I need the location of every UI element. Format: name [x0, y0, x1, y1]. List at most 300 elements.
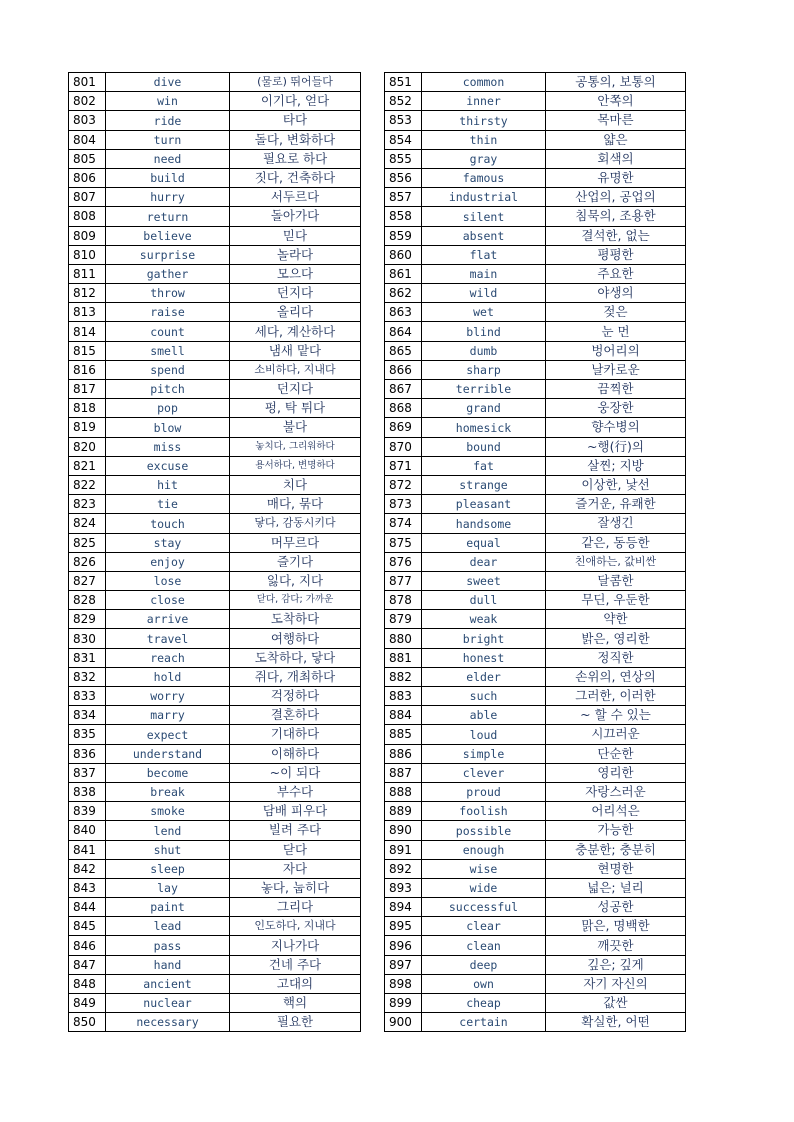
- korean-meaning: 핵의: [230, 994, 361, 1013]
- korean-meaning: 유명한: [546, 168, 686, 187]
- korean-meaning: 확실한, 어떤: [546, 1013, 686, 1032]
- word-number: 853: [385, 111, 422, 130]
- word-number: 826: [69, 552, 106, 571]
- vocab-row: [69, 782, 361, 801]
- english-word: dull: [422, 591, 546, 610]
- english-word: silent: [422, 207, 546, 226]
- word-number: 841: [69, 840, 106, 859]
- word-number: 832: [69, 667, 106, 686]
- korean-meaning: 잘생긴: [546, 514, 686, 533]
- korean-meaning: 젖은: [546, 303, 686, 322]
- english-word: sleep: [106, 859, 230, 878]
- korean-meaning: 닫다: [230, 840, 361, 859]
- korean-meaning: 결석한, 없는: [546, 226, 686, 245]
- word-number: 809: [69, 226, 106, 245]
- vocab-row: [69, 456, 361, 475]
- word-number: 808: [69, 207, 106, 226]
- korean-meaning: 이기다, 얻다: [230, 92, 361, 111]
- word-number: 855: [385, 149, 422, 168]
- word-number: 898: [385, 974, 422, 993]
- korean-meaning: 믿다: [230, 226, 361, 245]
- word-number: 854: [385, 130, 422, 149]
- word-number: 858: [385, 207, 422, 226]
- vocab-row: [69, 303, 361, 322]
- korean-meaning: 달콤한: [546, 571, 686, 590]
- vocab-row: [69, 802, 361, 821]
- word-number: 815: [69, 341, 106, 360]
- korean-meaning: 침묵의, 조용한: [546, 207, 686, 226]
- vocab-row: [69, 360, 361, 379]
- word-number: 864: [385, 322, 422, 341]
- word-number: 811: [69, 264, 106, 283]
- korean-meaning: 이해하다: [230, 744, 361, 763]
- vocab-row: [69, 399, 361, 418]
- english-word: sharp: [422, 360, 546, 379]
- word-number: 863: [385, 303, 422, 322]
- english-word: necessary: [106, 1013, 230, 1032]
- word-number: 873: [385, 495, 422, 514]
- word-number: 885: [385, 725, 422, 744]
- vocab-row: [385, 418, 686, 437]
- english-word: win: [106, 92, 230, 111]
- word-number: 821: [69, 456, 106, 475]
- vocab-row: [69, 706, 361, 725]
- vocab-row: [385, 437, 686, 456]
- english-word: miss: [106, 437, 230, 456]
- vocab-row: [69, 878, 361, 897]
- word-number: 882: [385, 667, 422, 686]
- english-word: handsome: [422, 514, 546, 533]
- english-word: marry: [106, 706, 230, 725]
- word-number: 831: [69, 648, 106, 667]
- korean-meaning: 맑은, 명백한: [546, 917, 686, 936]
- word-number: 843: [69, 878, 106, 897]
- vocab-row: [69, 130, 361, 149]
- vocab-row: [69, 667, 361, 686]
- korean-meaning: 같은, 동등한: [546, 533, 686, 552]
- english-word: lead: [106, 917, 230, 936]
- english-word: become: [106, 763, 230, 782]
- english-word: hold: [106, 667, 230, 686]
- korean-meaning: 손위의, 연상의: [546, 667, 686, 686]
- word-number: 866: [385, 360, 422, 379]
- vocab-row: [69, 226, 361, 245]
- english-word: believe: [106, 226, 230, 245]
- english-word: need: [106, 149, 230, 168]
- word-number: 812: [69, 284, 106, 303]
- english-word: dumb: [422, 341, 546, 360]
- english-word: flat: [422, 245, 546, 264]
- english-word: absent: [422, 226, 546, 245]
- vocab-row: [385, 456, 686, 475]
- korean-meaning: 지나가다: [230, 936, 361, 955]
- vocab-row: [385, 226, 686, 245]
- vocab-row: [69, 917, 361, 936]
- word-number: 816: [69, 360, 106, 379]
- vocab-row: [385, 92, 686, 111]
- korean-meaning: 던지다: [230, 284, 361, 303]
- korean-meaning: 돌다, 변화하다: [230, 130, 361, 149]
- vocab-table-body: [385, 73, 686, 1032]
- english-word: wide: [422, 878, 546, 897]
- english-word: thin: [422, 130, 546, 149]
- word-number: 846: [69, 936, 106, 955]
- word-number: 891: [385, 840, 422, 859]
- english-word: worry: [106, 687, 230, 706]
- word-number: 876: [385, 552, 422, 571]
- vocab-row: [385, 303, 686, 322]
- english-word: throw: [106, 284, 230, 303]
- korean-meaning: 소비하다, 지내다: [230, 360, 361, 379]
- korean-meaning: 도착하다, 닿다: [230, 648, 361, 667]
- korean-meaning: 불다: [230, 418, 361, 437]
- korean-meaning: 눈 먼: [546, 322, 686, 341]
- vocab-row: [69, 207, 361, 226]
- korean-meaning: 치다: [230, 475, 361, 494]
- vocab-row: [385, 514, 686, 533]
- english-word: thirsty: [422, 111, 546, 130]
- word-number: 805: [69, 149, 106, 168]
- english-word: bound: [422, 437, 546, 456]
- word-number: 833: [69, 687, 106, 706]
- korean-meaning: 정직한: [546, 648, 686, 667]
- korean-meaning: 깊은; 깊게: [546, 955, 686, 974]
- vocab-row: [69, 168, 361, 187]
- english-word: smell: [106, 341, 230, 360]
- word-number: 862: [385, 284, 422, 303]
- korean-meaning: 충분한; 충분히: [546, 840, 686, 859]
- english-word: deep: [422, 955, 546, 974]
- word-number: 883: [385, 687, 422, 706]
- korean-meaning: 깨끗한: [546, 936, 686, 955]
- korean-meaning: 살찐; 지방: [546, 456, 686, 475]
- korean-meaning: 목마른: [546, 111, 686, 130]
- korean-meaning: 자다: [230, 859, 361, 878]
- word-number: 859: [385, 226, 422, 245]
- vocab-row: [385, 802, 686, 821]
- word-number: 890: [385, 821, 422, 840]
- english-word: hit: [106, 475, 230, 494]
- korean-meaning: 즐거운, 유쾌한: [546, 495, 686, 514]
- english-word: enough: [422, 840, 546, 859]
- word-number: 880: [385, 629, 422, 648]
- word-number: 819: [69, 418, 106, 437]
- english-word: such: [422, 687, 546, 706]
- english-word: main: [422, 264, 546, 283]
- korean-meaning: 영리한: [546, 763, 686, 782]
- vocab-row: [69, 591, 361, 610]
- korean-meaning: ~ 할 수 있는: [546, 706, 686, 725]
- english-word: ancient: [106, 974, 230, 993]
- english-word: lay: [106, 878, 230, 897]
- english-word: industrial: [422, 188, 546, 207]
- english-word: hurry: [106, 188, 230, 207]
- vocab-row: [69, 629, 361, 648]
- word-number: 840: [69, 821, 106, 840]
- english-word: grand: [422, 399, 546, 418]
- english-word: terrible: [422, 380, 546, 399]
- word-number: 874: [385, 514, 422, 533]
- word-number: 802: [69, 92, 106, 111]
- vocab-row: [385, 322, 686, 341]
- english-word: smoke: [106, 802, 230, 821]
- word-number: 871: [385, 456, 422, 475]
- english-word: touch: [106, 514, 230, 533]
- word-number: 893: [385, 878, 422, 897]
- korean-meaning: 냄새 맡다: [230, 341, 361, 360]
- english-word: sweet: [422, 571, 546, 590]
- vocab-row: [69, 533, 361, 552]
- vocab-table-right: [384, 72, 686, 1032]
- vocab-row: [385, 821, 686, 840]
- english-word: ride: [106, 111, 230, 130]
- korean-meaning: 잃다, 지다: [230, 571, 361, 590]
- word-number: 822: [69, 475, 106, 494]
- english-word: stay: [106, 533, 230, 552]
- english-word: successful: [422, 898, 546, 917]
- korean-meaning: 성공한: [546, 898, 686, 917]
- vocab-row: [69, 552, 361, 571]
- word-number: 845: [69, 917, 106, 936]
- vocab-row: [385, 399, 686, 418]
- korean-meaning: 약한: [546, 610, 686, 629]
- word-number: 818: [69, 399, 106, 418]
- vocab-row: [69, 955, 361, 974]
- korean-meaning: 놓치다, 그리워하다: [230, 437, 361, 456]
- vocab-row: [69, 437, 361, 456]
- word-number: 848: [69, 974, 106, 993]
- vocab-row: [385, 782, 686, 801]
- vocab-row: [385, 974, 686, 993]
- english-word: clean: [422, 936, 546, 955]
- korean-meaning: 날카로운: [546, 360, 686, 379]
- english-word: able: [422, 706, 546, 725]
- word-number: 875: [385, 533, 422, 552]
- english-word: lose: [106, 571, 230, 590]
- word-number: 839: [69, 802, 106, 821]
- vocab-row: [385, 495, 686, 514]
- english-word: travel: [106, 629, 230, 648]
- vocab-row: [69, 763, 361, 782]
- english-word: proud: [422, 782, 546, 801]
- vocab-row: [69, 264, 361, 283]
- vocab-row: [385, 245, 686, 264]
- korean-meaning: 도착하다: [230, 610, 361, 629]
- vocab-row: [69, 188, 361, 207]
- korean-meaning: 닫다, 감다; 가까운: [230, 591, 361, 610]
- english-word: wise: [422, 859, 546, 878]
- word-number: 869: [385, 418, 422, 437]
- vocab-row: [385, 859, 686, 878]
- word-number: 810: [69, 245, 106, 264]
- word-number: 828: [69, 591, 106, 610]
- korean-meaning: 세다, 계산하다: [230, 322, 361, 341]
- korean-meaning: 회색의: [546, 149, 686, 168]
- word-number: 861: [385, 264, 422, 283]
- vocab-row: [385, 648, 686, 667]
- english-word: wet: [422, 303, 546, 322]
- english-word: lend: [106, 821, 230, 840]
- korean-meaning: 그리다: [230, 898, 361, 917]
- vocab-row: [69, 475, 361, 494]
- english-word: expect: [106, 725, 230, 744]
- word-number: 899: [385, 994, 422, 1013]
- vocab-row: [385, 475, 686, 494]
- vocab-row: [69, 284, 361, 303]
- vocab-row: [69, 322, 361, 341]
- word-number: 830: [69, 629, 106, 648]
- english-word: shut: [106, 840, 230, 859]
- korean-meaning: 넓은; 널리: [546, 878, 686, 897]
- vocab-row: [69, 111, 361, 130]
- english-word: close: [106, 591, 230, 610]
- vocab-row: [69, 687, 361, 706]
- english-word: surprise: [106, 245, 230, 264]
- korean-meaning: 고대의: [230, 974, 361, 993]
- vocab-row: [385, 898, 686, 917]
- korean-meaning: 용서하다, 변명하다: [230, 456, 361, 475]
- vocab-row: [69, 149, 361, 168]
- vocab-row: [69, 744, 361, 763]
- vocab-row: [385, 610, 686, 629]
- korean-meaning: 주요한: [546, 264, 686, 283]
- vocab-row: [385, 1013, 686, 1032]
- vocab-row: [69, 840, 361, 859]
- word-number: 803: [69, 111, 106, 130]
- vocab-row: [69, 994, 361, 1013]
- vocab-row: [385, 111, 686, 130]
- vocab-row: [385, 725, 686, 744]
- vocab-row: [69, 341, 361, 360]
- vocab-row: [69, 648, 361, 667]
- word-number: 900: [385, 1013, 422, 1032]
- vocab-row: [69, 610, 361, 629]
- korean-meaning: 타다: [230, 111, 361, 130]
- korean-meaning: 돌아가다: [230, 207, 361, 226]
- word-number: 827: [69, 571, 106, 590]
- vocab-row: [385, 552, 686, 571]
- english-word: clear: [422, 917, 546, 936]
- vocab-row: [385, 207, 686, 226]
- korean-meaning: 펑, 탁 튀다: [230, 399, 361, 418]
- word-number: 851: [385, 73, 422, 92]
- english-word: elder: [422, 667, 546, 686]
- korean-meaning: 필요로 하다: [230, 149, 361, 168]
- vocab-row: [385, 687, 686, 706]
- word-number: 814: [69, 322, 106, 341]
- korean-meaning: 짓다, 건축하다: [230, 168, 361, 187]
- word-number: 879: [385, 610, 422, 629]
- vocab-row: [385, 955, 686, 974]
- korean-meaning: 친애하는, 값비싼: [546, 552, 686, 571]
- word-number: 825: [69, 533, 106, 552]
- korean-meaning: 값싼: [546, 994, 686, 1013]
- english-word: raise: [106, 303, 230, 322]
- english-word: build: [106, 168, 230, 187]
- word-number: 806: [69, 168, 106, 187]
- korean-meaning: 즐기다: [230, 552, 361, 571]
- english-word: reach: [106, 648, 230, 667]
- english-word: clever: [422, 763, 546, 782]
- vocab-row: [385, 994, 686, 1013]
- english-word: strange: [422, 475, 546, 494]
- word-number: 835: [69, 725, 106, 744]
- word-number: 867: [385, 380, 422, 399]
- korean-meaning: 건네 주다: [230, 955, 361, 974]
- vocab-row: [385, 73, 686, 92]
- english-word: simple: [422, 744, 546, 763]
- korean-meaning: 서두르다: [230, 188, 361, 207]
- vocab-row: [385, 763, 686, 782]
- vocab-row: [385, 284, 686, 303]
- word-number: 852: [385, 92, 422, 111]
- word-number: 868: [385, 399, 422, 418]
- korean-meaning: 안쪽의: [546, 92, 686, 111]
- korean-meaning: 머무르다: [230, 533, 361, 552]
- english-word: count: [106, 322, 230, 341]
- korean-meaning: 야생의: [546, 284, 686, 303]
- word-number: 872: [385, 475, 422, 494]
- korean-meaning: 올리다: [230, 303, 361, 322]
- korean-meaning: 걱정하다: [230, 687, 361, 706]
- korean-meaning: 이상한, 낯선: [546, 475, 686, 494]
- korean-meaning: 모으다: [230, 264, 361, 283]
- korean-meaning: 어리석은: [546, 802, 686, 821]
- word-number: 801: [69, 73, 106, 92]
- english-word: break: [106, 782, 230, 801]
- english-word: cheap: [422, 994, 546, 1013]
- korean-meaning: 자기 자신의: [546, 974, 686, 993]
- word-number: 889: [385, 802, 422, 821]
- english-word: own: [422, 974, 546, 993]
- word-number: 886: [385, 744, 422, 763]
- vocab-row: [385, 936, 686, 955]
- vocab-row: [69, 514, 361, 533]
- korean-meaning: 공통의, 보통의: [546, 73, 686, 92]
- korean-meaning: 빌려 주다: [230, 821, 361, 840]
- korean-meaning: ~이 되다: [230, 763, 361, 782]
- english-word: certain: [422, 1013, 546, 1032]
- vocab-row: [69, 725, 361, 744]
- vocab-row: [385, 188, 686, 207]
- english-word: turn: [106, 130, 230, 149]
- vocab-row: [69, 974, 361, 993]
- vocab-row: [69, 571, 361, 590]
- english-word: inner: [422, 92, 546, 111]
- word-number: 870: [385, 437, 422, 456]
- word-number: 844: [69, 898, 106, 917]
- english-word: pop: [106, 399, 230, 418]
- korean-meaning: 쥐다, 개최하다: [230, 667, 361, 686]
- vocab-row: [69, 495, 361, 514]
- korean-meaning: (물로) 뛰어들다: [230, 73, 361, 92]
- vocab-row: [69, 73, 361, 92]
- korean-meaning: 밝은, 영리한: [546, 629, 686, 648]
- korean-meaning: 평평한: [546, 245, 686, 264]
- word-number: 892: [385, 859, 422, 878]
- word-number: 877: [385, 571, 422, 590]
- english-word: gray: [422, 149, 546, 168]
- word-number: 888: [385, 782, 422, 801]
- word-number: 813: [69, 303, 106, 322]
- korean-meaning: 인도하다, 지내다: [230, 917, 361, 936]
- word-number: 896: [385, 936, 422, 955]
- vocab-row: [69, 898, 361, 917]
- vocab-row: [385, 341, 686, 360]
- english-word: famous: [422, 168, 546, 187]
- word-number: 847: [69, 955, 106, 974]
- vocab-row: [69, 859, 361, 878]
